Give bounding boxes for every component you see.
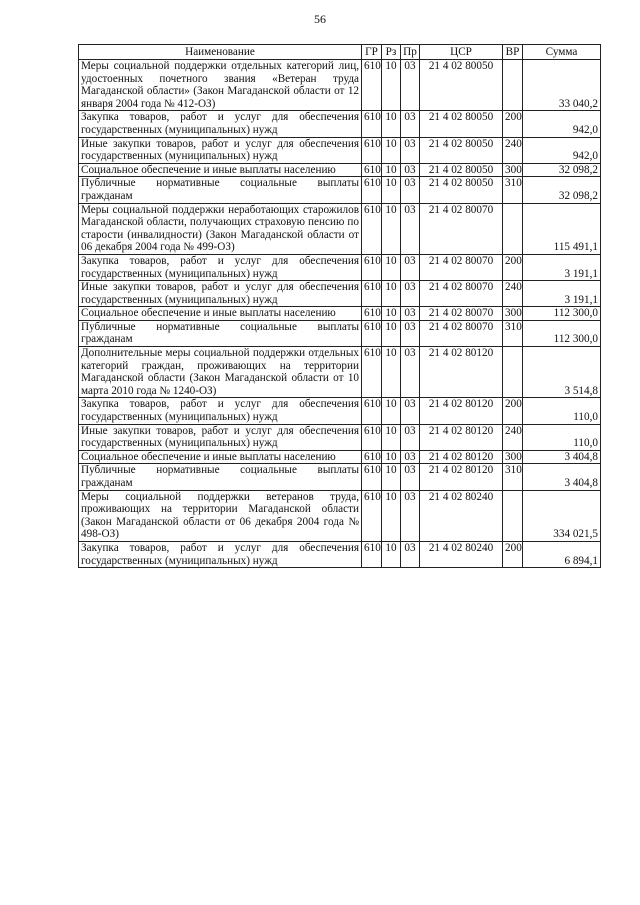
table-row — [79, 398, 601, 424]
row-pr: 03 — [401, 254, 420, 280]
table-row — [79, 320, 601, 346]
row-name: Публичные нормативные социальные выплаты гражданам — [79, 464, 362, 490]
row-vr: 300 — [503, 163, 523, 177]
row-vr: 310 — [503, 177, 523, 203]
row-rz: 10 — [382, 398, 401, 424]
row-csr: 21 4 02 80050 — [420, 177, 503, 203]
row-csr: 21 4 02 80120 — [420, 424, 503, 450]
row-pr: 03 — [401, 347, 420, 398]
row-vr: 200 — [503, 254, 523, 280]
row-vr: 300 — [503, 307, 523, 321]
row-sum: 6 894,1 — [523, 541, 601, 567]
row-rz: 10 — [382, 450, 401, 464]
row-csr: 21 4 02 80240 — [420, 541, 503, 567]
row-rz: 10 — [382, 320, 401, 346]
row-csr: 21 4 02 80050 — [420, 60, 503, 111]
header-name: Наименование — [79, 45, 362, 60]
row-csr: 21 4 02 80050 — [420, 111, 503, 137]
row-vr: 310 — [503, 320, 523, 346]
table-row — [79, 203, 601, 254]
row-sum: 32 098,2 — [523, 163, 601, 177]
table-row — [79, 111, 601, 137]
row-sum: 3 514,8 — [523, 347, 601, 398]
row-sum: 3 404,8 — [523, 450, 601, 464]
row-pr: 03 — [401, 464, 420, 490]
row-gr: 610 — [362, 541, 382, 567]
row-pr: 03 — [401, 490, 420, 541]
row-vr: 300 — [503, 450, 523, 464]
row-name: Закупка товаров, работ и услуг для обеспечения государственных (муниципальных) нужд — [79, 398, 362, 424]
row-name: Закупка товаров, работ и услуг для обеспечения государственных (муниципальных) нужд — [79, 111, 362, 137]
row-name: Иные закупки товаров, работ и услуг для обеспечения государственных (муниципальных) нужд — [79, 137, 362, 163]
row-name: Меры социальной поддержки неработающих старожилов Магаданской области, получающих страховую пенсию по старости (инвалидности) (Закон Магаданской области от 06 декабря 2004 года № 499-ОЗ) — [79, 203, 362, 254]
row-gr: 610 — [362, 111, 382, 137]
row-pr: 03 — [401, 424, 420, 450]
row-csr: 21 4 02 80070 — [420, 320, 503, 346]
row-rz: 10 — [382, 111, 401, 137]
row-gr: 610 — [362, 163, 382, 177]
row-sum: 334 021,5 — [523, 490, 601, 541]
row-vr: 200 — [503, 541, 523, 567]
row-sum: 110,0 — [523, 398, 601, 424]
row-pr: 03 — [401, 60, 420, 111]
row-vr: 240 — [503, 137, 523, 163]
row-gr: 610 — [362, 60, 382, 111]
row-gr: 610 — [362, 490, 382, 541]
row-sum: 110,0 — [523, 424, 601, 450]
budget-table — [78, 44, 601, 568]
row-vr: 200 — [503, 398, 523, 424]
row-rz: 10 — [382, 60, 401, 111]
row-sum: 33 040,2 — [523, 60, 601, 111]
header-csr: ЦСР — [420, 45, 503, 60]
row-name: Дополнительные меры социальной поддержки отдельных категорий граждан, проживающих на территории Магаданской области (Закон Магаданской области от 10 марта 2010 года № 1240-ОЗ) — [79, 347, 362, 398]
row-sum: 112 300,0 — [523, 307, 601, 321]
table-row — [79, 163, 601, 177]
row-name: Публичные нормативные социальные выплаты гражданам — [79, 320, 362, 346]
row-csr: 21 4 02 80050 — [420, 163, 503, 177]
row-gr: 610 — [362, 281, 382, 307]
row-sum: 32 098,2 — [523, 177, 601, 203]
row-csr: 21 4 02 80240 — [420, 490, 503, 541]
row-gr: 610 — [362, 424, 382, 450]
table-row — [79, 254, 601, 280]
row-gr: 610 — [362, 464, 382, 490]
table-row — [79, 60, 601, 111]
row-pr: 03 — [401, 450, 420, 464]
row-csr: 21 4 02 80070 — [420, 307, 503, 321]
row-rz: 10 — [382, 254, 401, 280]
row-csr: 21 4 02 80120 — [420, 347, 503, 398]
row-pr: 03 — [401, 111, 420, 137]
row-gr: 610 — [362, 137, 382, 163]
row-pr: 03 — [401, 203, 420, 254]
row-vr: 240 — [503, 281, 523, 307]
row-sum: 942,0 — [523, 111, 601, 137]
row-pr: 03 — [401, 320, 420, 346]
row-name: Меры социальной поддержки отдельных категорий лиц, удостоенных почетного звания «Ветеран труда Магаданской области» (Закон Магаданской области от 12 января 2004 года № 412-ОЗ) — [79, 60, 362, 111]
row-csr: 21 4 02 80120 — [420, 450, 503, 464]
row-csr: 21 4 02 80070 — [420, 254, 503, 280]
table-row — [79, 137, 601, 163]
row-name: Меры социальной поддержки ветеранов труда, проживающих на территории Магаданской области (Закон Магаданской области от 06 декабря 2004 года № 498-ОЗ) — [79, 490, 362, 541]
row-vr: 200 — [503, 111, 523, 137]
row-csr: 21 4 02 80070 — [420, 281, 503, 307]
row-name: Закупка товаров, работ и услуг для обеспечения государственных (муниципальных) нужд — [79, 541, 362, 567]
row-gr: 610 — [362, 320, 382, 346]
row-sum: 3 191,1 — [523, 254, 601, 280]
row-rz: 10 — [382, 163, 401, 177]
row-sum: 942,0 — [523, 137, 601, 163]
table-row — [79, 281, 601, 307]
row-name: Социальное обеспечение и иные выплаты населению — [79, 307, 362, 321]
table-row — [79, 177, 601, 203]
row-pr: 03 — [401, 163, 420, 177]
row-name: Иные закупки товаров, работ и услуг для обеспечения государственных (муниципальных) нужд — [79, 281, 362, 307]
row-rz: 10 — [382, 137, 401, 163]
row-gr: 610 — [362, 203, 382, 254]
row-vr: 240 — [503, 424, 523, 450]
row-gr: 610 — [362, 450, 382, 464]
row-rz: 10 — [382, 177, 401, 203]
table-row — [79, 464, 601, 490]
header-gr: ГР — [362, 45, 382, 60]
table-row — [79, 541, 601, 567]
row-name: Иные закупки товаров, работ и услуг для обеспечения государственных (муниципальных) нужд — [79, 424, 362, 450]
table-body — [79, 60, 601, 568]
row-pr: 03 — [401, 177, 420, 203]
header-vr: ВР — [503, 45, 523, 60]
table-header — [79, 45, 601, 60]
row-pr: 03 — [401, 398, 420, 424]
row-vr — [503, 203, 523, 254]
row-csr: 21 4 02 80070 — [420, 203, 503, 254]
row-rz: 10 — [382, 541, 401, 567]
row-rz: 10 — [382, 281, 401, 307]
row-sum: 115 491,1 — [523, 203, 601, 254]
row-csr: 21 4 02 80120 — [420, 398, 503, 424]
row-vr — [503, 490, 523, 541]
row-csr: 21 4 02 80120 — [420, 464, 503, 490]
table-row — [79, 347, 601, 398]
page-number: 56 — [314, 12, 326, 26]
row-name: Социальное обеспечение и иные выплаты населению — [79, 450, 362, 464]
table-row — [79, 490, 601, 541]
table-row — [79, 424, 601, 450]
row-name: Закупка товаров, работ и услуг для обеспечения государственных (муниципальных) нужд — [79, 254, 362, 280]
table-row — [79, 307, 601, 321]
header-sum: Сумма — [523, 45, 601, 60]
row-gr: 610 — [362, 254, 382, 280]
row-sum: 112 300,0 — [523, 320, 601, 346]
header-row — [79, 45, 601, 60]
row-gr: 610 — [362, 307, 382, 321]
row-pr: 03 — [401, 541, 420, 567]
table-row — [79, 450, 601, 464]
row-csr: 21 4 02 80050 — [420, 137, 503, 163]
row-vr — [503, 347, 523, 398]
row-vr: 310 — [503, 464, 523, 490]
row-rz: 10 — [382, 307, 401, 321]
row-name: Публичные нормативные социальные выплаты гражданам — [79, 177, 362, 203]
row-name: Социальное обеспечение и иные выплаты населению — [79, 163, 362, 177]
row-pr: 03 — [401, 307, 420, 321]
row-pr: 03 — [401, 137, 420, 163]
row-rz: 10 — [382, 424, 401, 450]
row-gr: 610 — [362, 347, 382, 398]
row-rz: 10 — [382, 490, 401, 541]
row-rz: 10 — [382, 464, 401, 490]
row-rz: 10 — [382, 347, 401, 398]
row-gr: 610 — [362, 398, 382, 424]
row-pr: 03 — [401, 281, 420, 307]
row-gr: 610 — [362, 177, 382, 203]
row-rz: 10 — [382, 203, 401, 254]
header-rz: Рз — [382, 45, 401, 60]
row-vr — [503, 60, 523, 111]
row-sum: 3 191,1 — [523, 281, 601, 307]
header-pr: Пр — [401, 45, 420, 60]
row-sum: 3 404,8 — [523, 464, 601, 490]
